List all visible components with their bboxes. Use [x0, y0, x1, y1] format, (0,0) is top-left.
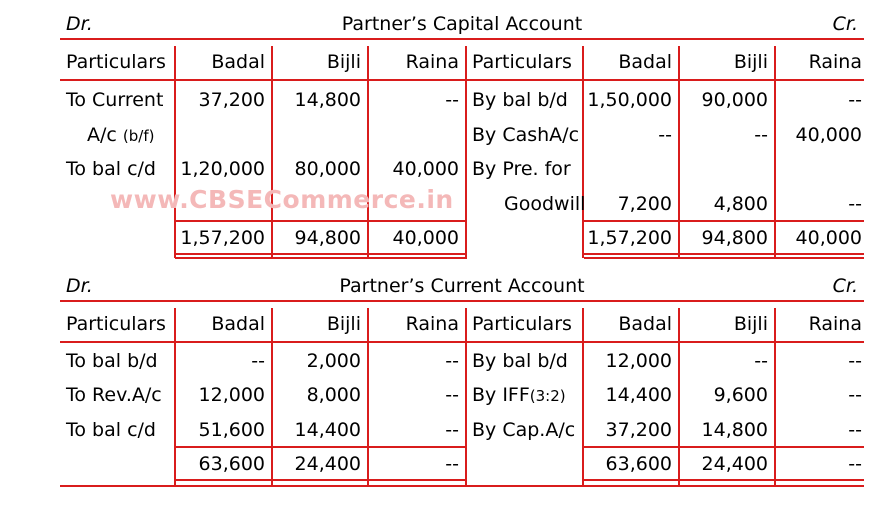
- cr-label: Cr.: [832, 13, 858, 35]
- row-raina: --: [445, 350, 459, 372]
- row-particulars: [87, 118, 154, 152]
- total-raina: 40,000: [392, 227, 459, 249]
- row-raina: --: [445, 384, 459, 406]
- total-bijli: 94,800: [701, 227, 768, 249]
- row-bijli: 80,000: [294, 158, 361, 180]
- col-header-badal: Badal: [211, 313, 265, 335]
- row-badal: 37,200: [605, 419, 672, 441]
- col-header-badal: Badal: [618, 51, 672, 73]
- col-header-bijli: Bijli: [733, 313, 768, 335]
- row-badal: --: [251, 350, 265, 372]
- row-bijli: 90,000: [701, 89, 768, 111]
- dr-label: Dr.: [66, 13, 93, 35]
- row-raina: --: [848, 419, 862, 441]
- row-particulars: By Cap.A/c: [472, 419, 576, 441]
- rule: [60, 79, 864, 81]
- total-bijli: 24,400: [701, 453, 768, 475]
- total-bijli: 24,400: [294, 453, 361, 475]
- row-raina: --: [848, 350, 862, 372]
- capital-account-ledger: [60, 8, 864, 263]
- row-particulars: Goodwill: [504, 193, 586, 215]
- total-badal: 63,600: [605, 453, 672, 475]
- total-raina: --: [445, 453, 459, 475]
- row-raina: 40,000: [392, 158, 459, 180]
- total-badal: 1,57,200: [587, 227, 672, 249]
- column-rule: [465, 308, 467, 486]
- row-bijli: 14,800: [701, 419, 768, 441]
- col-header-bijli: Bijli: [326, 51, 361, 73]
- col-header-bijli: Bijli: [326, 313, 361, 335]
- row-raina: --: [445, 89, 459, 111]
- rule: [60, 485, 864, 487]
- row-raina: --: [848, 384, 862, 406]
- cr-label: Cr.: [832, 275, 858, 297]
- row-badal: --: [658, 124, 672, 146]
- row-particulars: By bal b/d: [472, 350, 568, 372]
- row-badal: 1,50,000: [587, 89, 672, 111]
- col-header-bijli: Bijli: [733, 51, 768, 73]
- row-particulars: By CashA/c: [472, 124, 580, 146]
- row-badal: 12,000: [198, 384, 265, 406]
- row-badal: 51,600: [198, 419, 265, 441]
- col-header-particulars: Particulars: [472, 51, 572, 73]
- rule: [60, 38, 864, 40]
- total-rule: [584, 257, 864, 259]
- col-header-raina: Raina: [808, 51, 862, 73]
- watermark: www.CBSECommerce.in: [110, 185, 454, 214]
- rule: [60, 300, 864, 302]
- col-header-raina: Raina: [405, 51, 459, 73]
- row-badal: 7,200: [617, 193, 672, 215]
- col-header-badal: Badal: [618, 313, 672, 335]
- capital-account-header: [60, 8, 864, 40]
- col-header-particulars: Particulars: [472, 313, 572, 335]
- row-badal: 1,20,000: [180, 158, 265, 180]
- col-header-raina: Raina: [405, 313, 459, 335]
- row-bijli: 14,400: [294, 419, 361, 441]
- rule: [60, 341, 864, 343]
- row-raina: --: [848, 89, 862, 111]
- total-badal: 63,600: [198, 453, 265, 475]
- row-bijli: 9,600: [713, 384, 768, 406]
- current-account-header: [60, 270, 864, 302]
- current-account-ledger: [60, 270, 864, 492]
- row-bijli: --: [754, 124, 768, 146]
- row-particulars-text: A/c: [87, 124, 117, 146]
- row-bijli: 14,800: [294, 89, 361, 111]
- row-bijli: 8,000: [306, 384, 361, 406]
- total-badal: 1,57,200: [180, 227, 265, 249]
- row-particulars: To bal b/d: [66, 350, 158, 372]
- dr-label: Dr.: [66, 275, 93, 297]
- row-badal: 14,400: [605, 384, 672, 406]
- row-raina: --: [848, 193, 862, 215]
- row-particulars: To bal c/d: [66, 419, 156, 441]
- row-particulars: To Rev.A/c: [66, 384, 162, 406]
- row-particulars: By Pre. for: [472, 158, 571, 180]
- col-header-particulars: Particulars: [66, 313, 166, 335]
- row-particulars: To Current: [66, 89, 164, 111]
- row-bijli: 2,000: [306, 350, 361, 372]
- row-bijli: 4,800: [713, 193, 768, 215]
- row-particulars-text: By IFF: [472, 384, 530, 406]
- row-raina: 40,000: [795, 124, 862, 146]
- column-rule: [465, 46, 467, 258]
- row-badal: 12,000: [605, 350, 672, 372]
- total-raina: --: [848, 453, 862, 475]
- current-account-title: Partner’s Current Account: [339, 275, 585, 297]
- row-particulars: To bal c/d: [66, 158, 156, 180]
- capital-account-title: Partner’s Capital Account: [341, 13, 583, 35]
- row-badal: 37,200: [198, 89, 265, 111]
- total-raina: 40,000: [795, 227, 862, 249]
- row-bijli: --: [754, 350, 768, 372]
- col-header-particulars: Particulars: [66, 51, 166, 73]
- row-particulars: [472, 378, 566, 412]
- col-header-raina: Raina: [808, 313, 862, 335]
- total-rule: [175, 257, 467, 259]
- row-particulars-note: (b/f): [122, 127, 155, 145]
- total-bijli: 94,800: [294, 227, 361, 249]
- row-raina: --: [445, 419, 459, 441]
- row-particulars: By bal b/d: [472, 89, 568, 111]
- col-header-badal: Badal: [211, 51, 265, 73]
- row-particulars-note: (3:2): [529, 387, 566, 405]
